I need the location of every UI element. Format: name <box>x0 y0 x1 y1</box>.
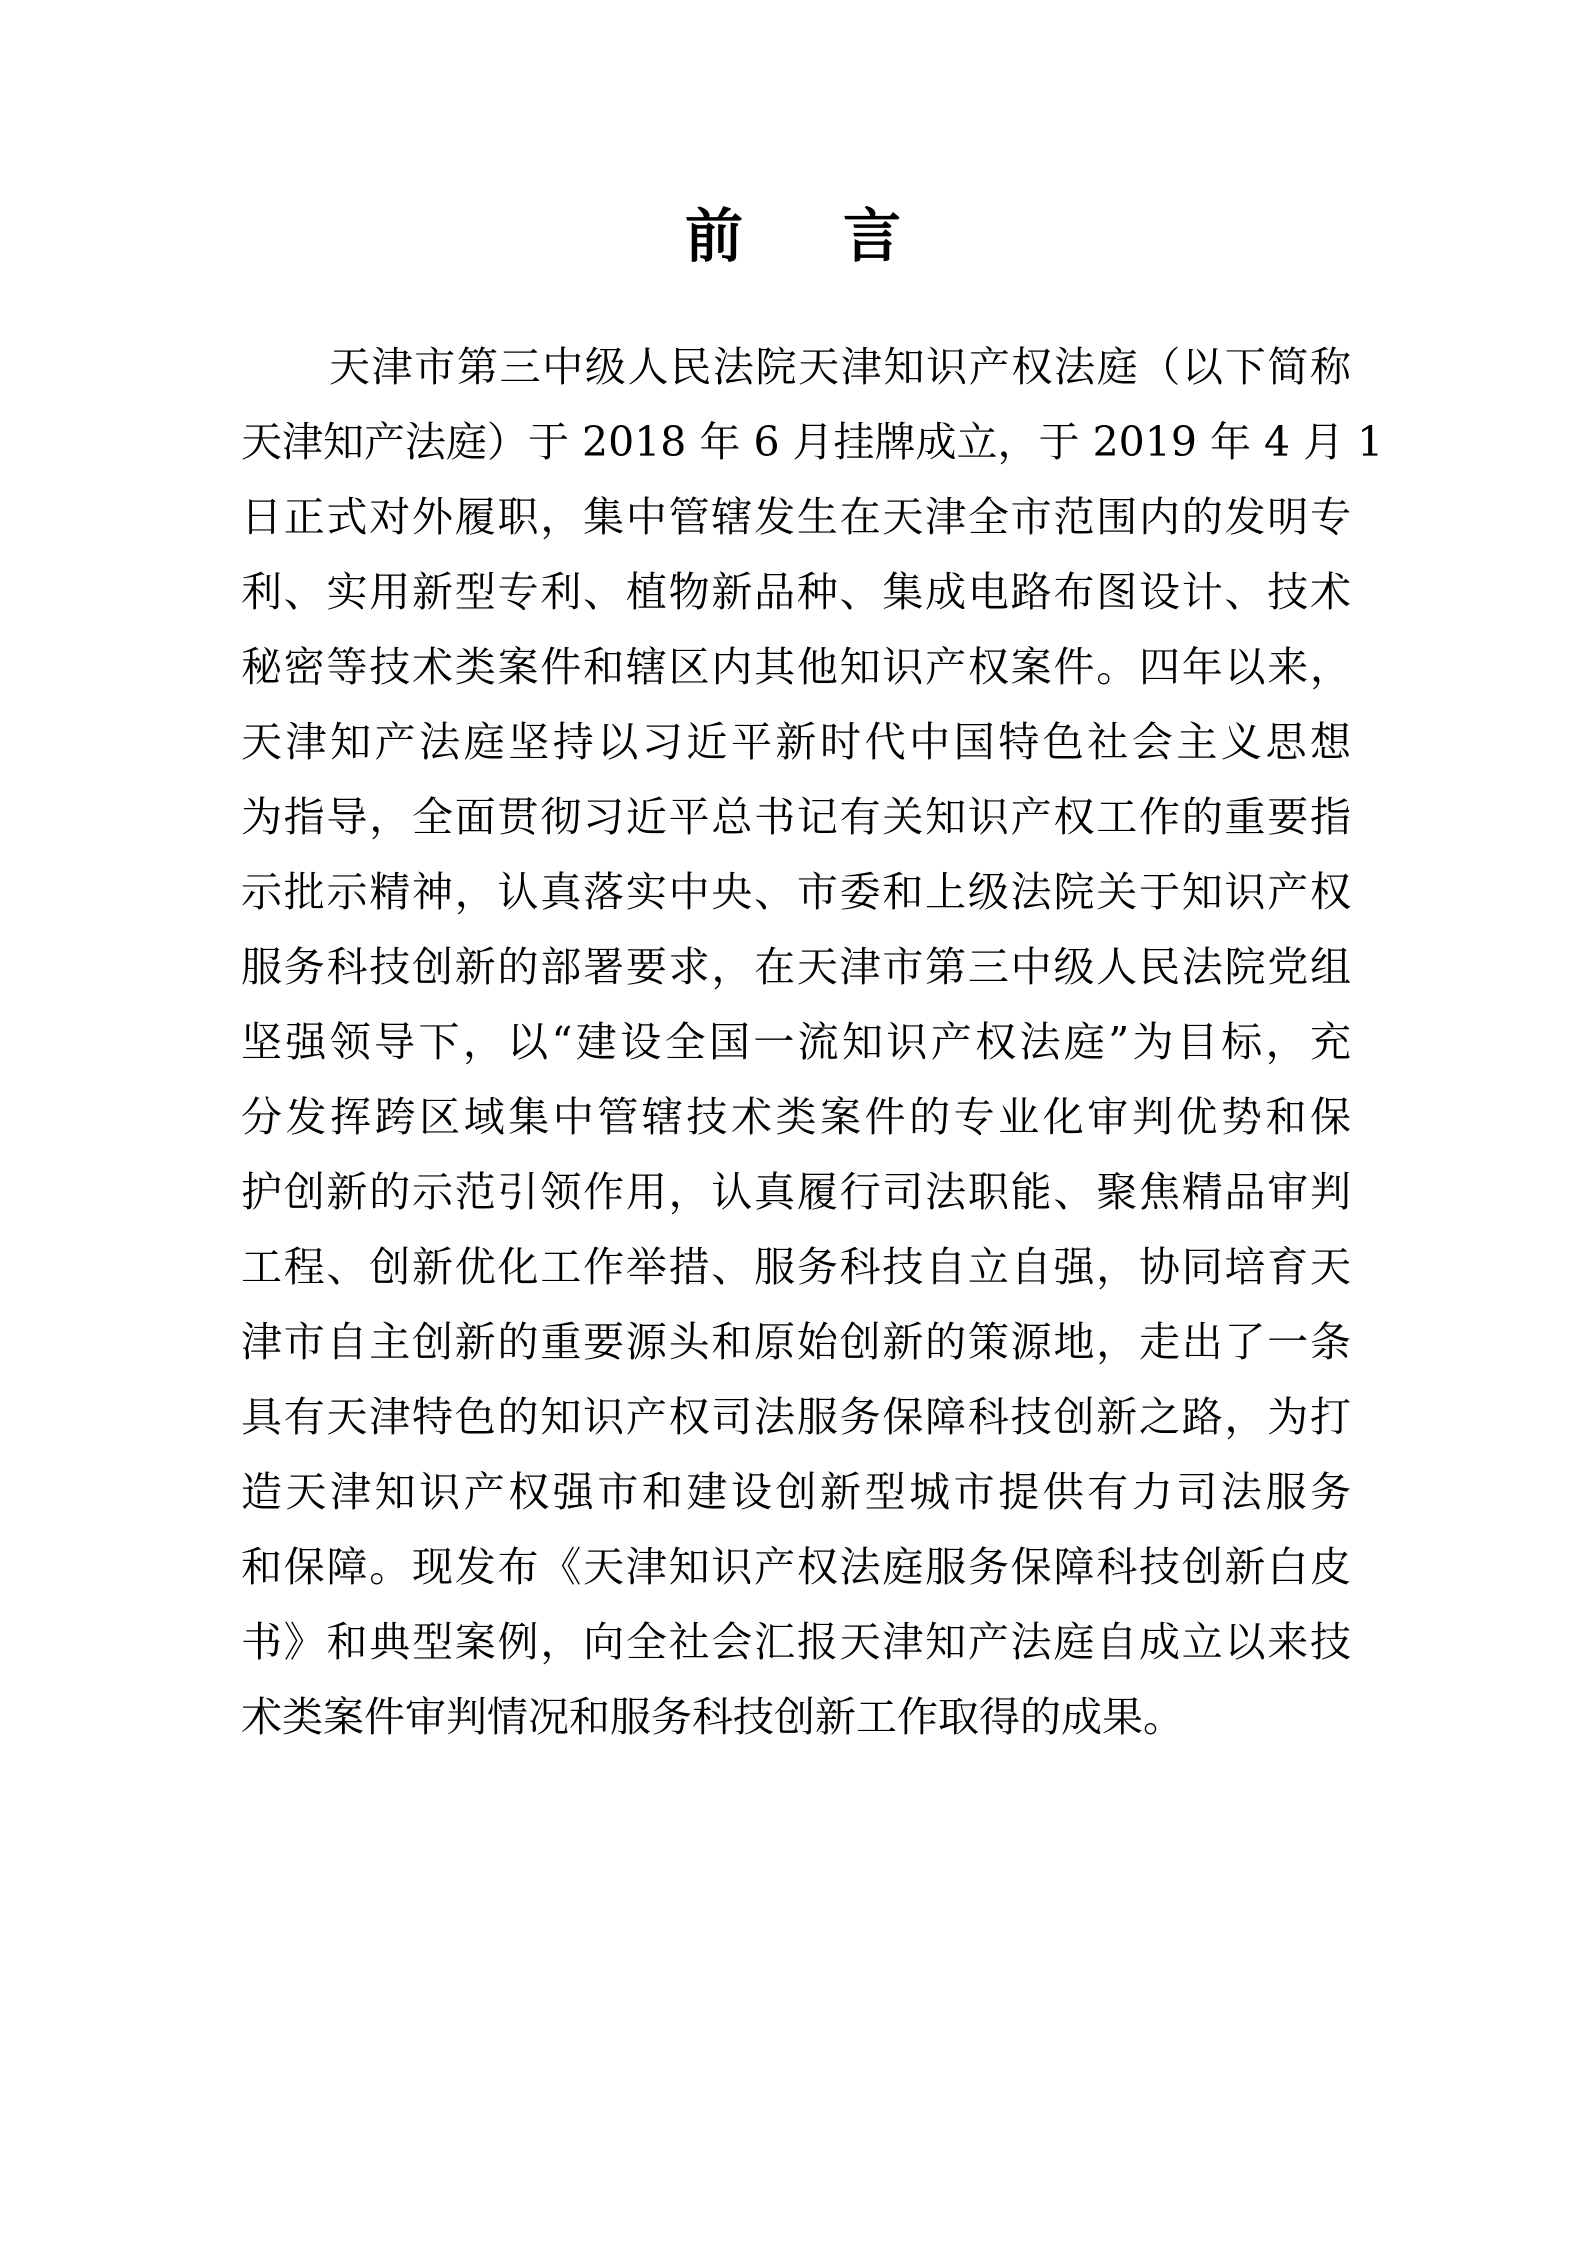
paragraph-line: 术类案件审判情况和服务科技创新工作取得的成果。 <box>241 1693 1184 1741</box>
paragraph-line: 分发挥跨区域集中管辖技术类案件的专业化审判优势和保 <box>241 1093 1351 1141</box>
paragraph-line: 护创新的示范引领作用，认真履行司法职能、聚焦精品审判 <box>241 1168 1351 1216</box>
paragraph-line: 具有天津特色的知识产权司法服务保障科技创新之路，为打 <box>241 1393 1351 1441</box>
title-char-2: 言 <box>843 202 902 270</box>
paragraph-line: 天津市第三中级人民法院天津知识产权法庭（以下简称 <box>329 343 1351 391</box>
paragraph-line: 日正式对外履职，集中管辖发生在天津全市范围内的发明专 <box>241 493 1351 541</box>
paragraph-line: 秘密等技术类案件和辖区内其他知识产权案件。四年以来， <box>241 643 1351 691</box>
paragraph-line: 为指导，全面贯彻习近平总书记有关知识产权工作的重要指 <box>241 793 1351 841</box>
paragraph-line: 书》和典型案例，向全社会汇报天津知产法庭自成立以来技 <box>241 1618 1351 1666</box>
paragraph-line: 服务科技创新的部署要求，在天津市第三中级人民法院党组 <box>241 943 1351 991</box>
paragraph-line: 和保障。现发布《天津知识产权法庭服务保障科技创新白皮 <box>241 1543 1351 1591</box>
paragraph-line: 示批示精神，认真落实中央、市委和上级法院关于知识产权 <box>241 868 1351 916</box>
page-title <box>0 196 1586 276</box>
paragraph-line: 坚强领导下，以“建设全国一流知识产权法庭”为目标，充 <box>241 1018 1351 1066</box>
preface-paragraph <box>241 330 1384 1755</box>
paragraph-line: 津市自主创新的重要源头和原始创新的策源地，走出了一条 <box>241 1318 1351 1366</box>
title-char-1: 前 <box>684 202 743 270</box>
paragraph-line: 工程、创新优化工作举措、服务科技自立自强，协同培育天 <box>241 1243 1351 1291</box>
paragraph-line: 造天津知识产权强市和建设创新型城市提供有力司法服务 <box>241 1468 1351 1516</box>
paragraph-line: 天津知产法庭坚持以习近平新时代中国特色社会主义思想 <box>241 718 1351 766</box>
paragraph-line: 利、实用新型专利、植物新品种、集成电路布图设计、技术 <box>241 568 1351 616</box>
paragraph-line: 天津知产法庭）于 2018 年 6 月挂牌成立，于 2019 年 4 月 1 <box>241 418 1384 466</box>
